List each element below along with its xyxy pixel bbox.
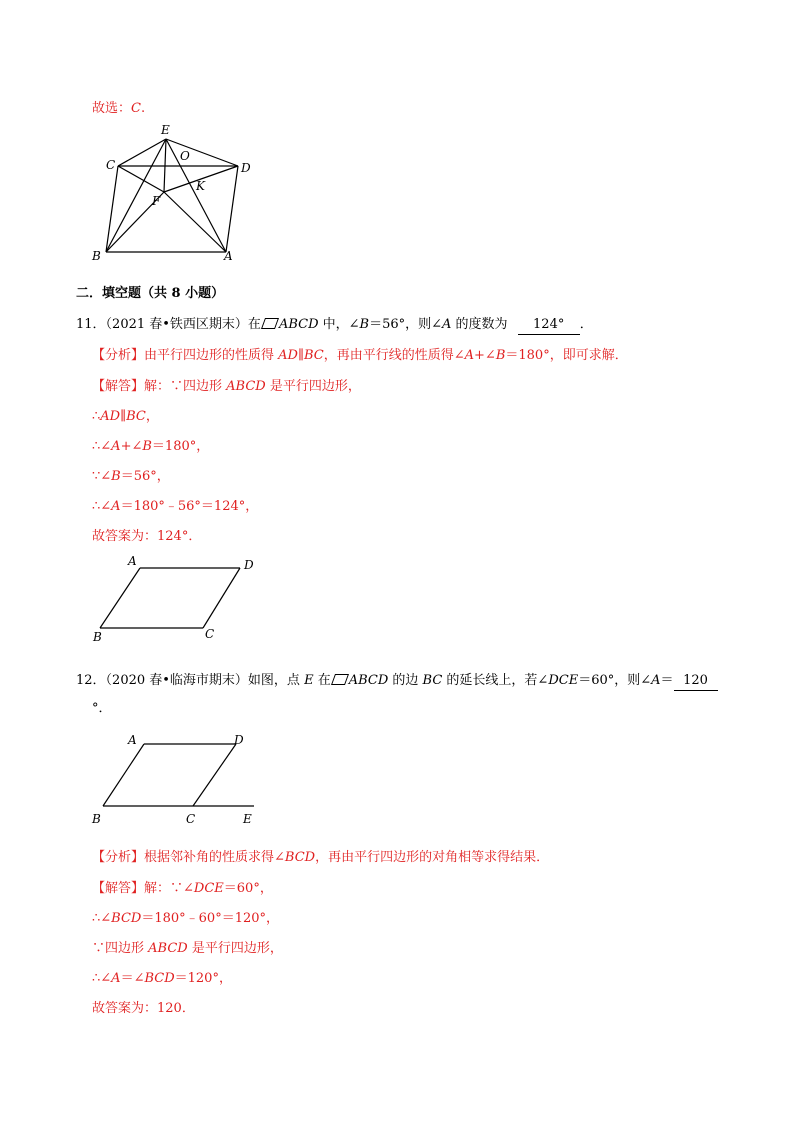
q12-stem-part: BC — [422, 673, 443, 688]
label-A: A — [224, 249, 233, 263]
step-part: A — [111, 499, 121, 514]
solution-part: 解：∵四边形 — [144, 379, 227, 394]
q11-number: 11． — [76, 317, 106, 332]
q12-answer-blank: 120 — [674, 672, 718, 691]
q11-answer-blank: 124° — [518, 316, 580, 335]
step-part: ＝180°， — [151, 439, 210, 454]
q11-stem-part: B — [359, 317, 370, 332]
parallelogram-icon — [261, 318, 279, 329]
q12-step-1 — [92, 910, 279, 928]
analysis-part: A — [464, 348, 475, 363]
answer-end: . — [140, 101, 146, 116]
solution-part: 解：∵∠ — [144, 881, 194, 896]
label-A: A — [128, 733, 137, 747]
step-part: AD — [100, 409, 121, 424]
q12-stem-part: 的边 — [388, 673, 423, 688]
step-part: ∥ — [120, 409, 127, 424]
q11-stem-part: A — [442, 317, 452, 332]
step-part: +∠ — [120, 439, 143, 454]
step-part: ABCD — [148, 941, 188, 956]
q12-stem-part: ABCD — [348, 673, 389, 688]
analysis-part: ＝180°，即可求解． — [505, 348, 628, 363]
q11-step-3 — [92, 468, 170, 486]
q11-analysis — [92, 347, 628, 365]
q12-step-3 — [92, 970, 232, 988]
section-title: 二．填空题（共 8 小题） — [76, 286, 225, 301]
figure-3-parallelogram-extended — [88, 730, 268, 826]
solution-part: DCE — [193, 881, 224, 896]
q12-stem-part: 的延长线上，若∠ — [442, 673, 549, 688]
segment-CD — [203, 568, 240, 628]
q11-solution-intro — [92, 378, 361, 396]
q12-solution-intro — [92, 880, 273, 898]
q12-analysis — [92, 849, 549, 867]
q12-number: 12． — [76, 673, 106, 688]
figure-2-parallelogram — [88, 554, 268, 644]
q12-stem-part: ＝60°，则∠ — [578, 673, 652, 688]
segment-FA — [164, 192, 226, 252]
label-C: C — [205, 627, 215, 641]
step-part: BCD — [111, 911, 142, 926]
q11-step-2 — [92, 438, 209, 456]
analysis-part: ∥ — [297, 348, 304, 363]
segment-CF — [118, 166, 164, 192]
q12-stem-part: A — [651, 673, 661, 688]
figure-1-diagram — [88, 122, 288, 264]
segment-CB — [106, 166, 118, 252]
q11-stem-part: 的度数为 — [451, 317, 508, 332]
label-F: F — [152, 194, 161, 208]
solution-part: ＝60°， — [223, 881, 273, 896]
q11-stem-part: 中，∠ — [318, 317, 360, 332]
step-part: ， — [145, 409, 159, 424]
segment-AB — [100, 568, 140, 628]
analysis-part: 由平行四边形的性质得 — [144, 348, 279, 363]
label-A: A — [128, 554, 137, 568]
q12-step-2 — [92, 940, 283, 958]
analysis-part: B — [495, 348, 506, 363]
step-part: BCD — [144, 971, 175, 986]
analysis-part: +∠ — [474, 348, 496, 363]
step-part: ∴ — [92, 409, 101, 424]
label-C: C — [186, 812, 196, 826]
step-part: B — [142, 439, 152, 454]
analysis-part: AD — [278, 348, 298, 363]
q11-stem-part: （2021 春•铁西区期末）在 — [105, 317, 261, 332]
step-part: B — [111, 469, 121, 484]
step-part: ∵四边形 — [92, 941, 149, 956]
label-E: E — [161, 123, 170, 137]
analysis-tag: 【分析】 — [92, 850, 145, 865]
label-D: D — [244, 558, 254, 572]
step-part: ＝∠ — [120, 971, 145, 986]
label-K: K — [196, 179, 205, 193]
q11-stem — [76, 316, 593, 335]
q12-stem-part: ＝ — [660, 673, 674, 688]
parallelogram-icon — [331, 674, 349, 685]
step-part: ＝56°， — [120, 469, 170, 484]
previous-answer-line — [92, 100, 145, 118]
step-part: ∴∠ — [92, 439, 112, 454]
label-B: B — [92, 812, 101, 826]
step-part: A — [111, 971, 121, 986]
step-part: ∵∠ — [92, 469, 112, 484]
q11-step-4 — [92, 498, 258, 516]
analysis-part: ，再由平行线的性质得∠ — [323, 348, 465, 363]
segment-CD — [193, 744, 236, 806]
step-part: ＝120°， — [174, 971, 232, 986]
label-D: D — [234, 733, 244, 747]
q12-stem-end: °． — [92, 701, 112, 716]
segment-DA — [226, 166, 238, 252]
analysis-part: 根据邻补角的性质求得∠ — [144, 850, 285, 865]
q11-step-1 — [92, 408, 159, 426]
step-part: A — [111, 439, 121, 454]
answer-label: 故选： — [92, 101, 132, 116]
step-part: BC — [126, 409, 146, 424]
analysis-part: ，再由平行四边形的对角相等求得结果． — [315, 850, 550, 865]
segment-ED — [166, 139, 238, 166]
q12-stem — [76, 672, 718, 691]
q12-stem-part: E — [304, 673, 314, 688]
step-part: ∴∠ — [92, 971, 112, 986]
answer-value: C — [131, 101, 141, 116]
solution-tag: 【解答】 — [92, 379, 145, 394]
analysis-part: BC — [303, 348, 324, 363]
analysis-tag: 【分析】 — [92, 348, 145, 363]
label-B: B — [93, 630, 102, 644]
q11-stem-part: ＝56°，则∠ — [369, 317, 443, 332]
segment-EA — [166, 139, 226, 252]
step-part: ∴∠ — [92, 911, 112, 926]
solution-part: ABCD — [226, 379, 266, 394]
step-part: ＝180°﹣56°＝124°， — [120, 499, 259, 514]
solution-part: 是平行四边形， — [265, 379, 361, 394]
label-D: D — [241, 161, 251, 175]
step-part: ＝180°﹣60°＝120°， — [141, 911, 280, 926]
q11-final-answer: 故答案为：124°． — [92, 529, 202, 544]
q11-stem-part: ABCD — [278, 317, 319, 332]
q12-stem-part: DCE — [548, 673, 579, 688]
segment-AB — [103, 744, 144, 806]
step-part: ∴∠ — [92, 499, 112, 514]
q12-final-answer: 故答案为：120． — [92, 1001, 195, 1016]
q11-stem-part: ． — [579, 317, 593, 332]
label-C: C — [106, 158, 116, 172]
step-part: 是平行四边形， — [187, 941, 283, 956]
analysis-part: BCD — [284, 850, 316, 865]
q12-stem-part: 在 — [313, 673, 331, 688]
q12-stem-part: （2020 春•临海市期末）如图，点 — [105, 673, 305, 688]
label-B: B — [92, 249, 101, 263]
label-O: O — [180, 149, 190, 163]
solution-tag: 【解答】 — [92, 881, 145, 896]
label-E: E — [243, 812, 252, 826]
